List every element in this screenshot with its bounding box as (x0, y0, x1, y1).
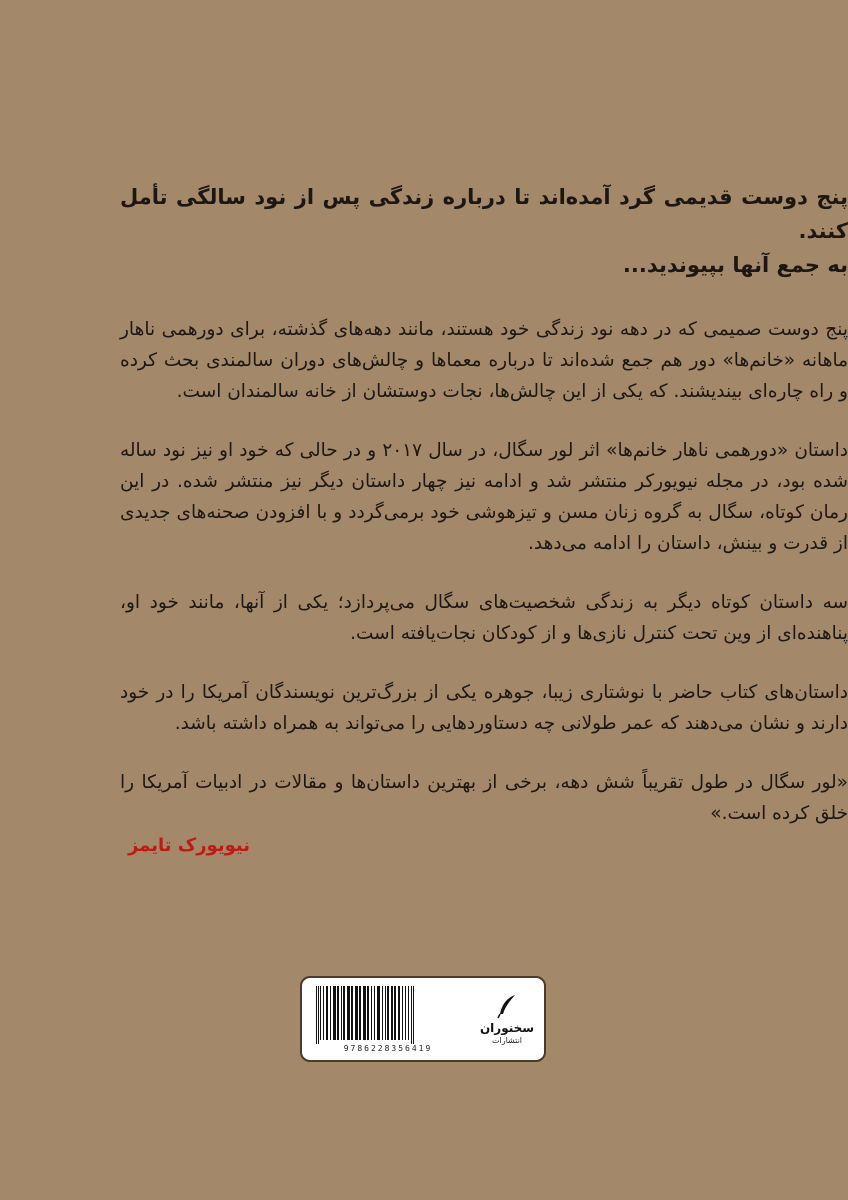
barcode-bar (363, 986, 366, 1040)
barcode-bar (333, 986, 336, 1040)
barcode-bar (316, 986, 317, 1044)
headline (120, 180, 848, 282)
barcode-bar (411, 986, 412, 1044)
barcode-bar (326, 986, 328, 1040)
barcode-bar (385, 986, 386, 1040)
barcode-bar (320, 986, 321, 1040)
paragraph-short-stories: سه داستان کوتاه دیگر به زندگی شخصیت‌های سگال می‌پردازد؛ یکی از آنها، مانند خود او، پناهنده‌ای از وین تحت کنترل نازی‌ها و از کودکان نجات‌یافته است. (120, 592, 848, 644)
paragraph-story: داستان «دورهمی ناهار خانم‌ها» اثر لور سگال، در سال ۲۰۱۷ و در حالی که خود او نیز نود ساله شده بود، در مجله نیویورکر منتشر شد و ادامه نیز چهار داستان دیگر نیز منتشر شده. در این رمان کوتاه، سگال به گروه زنان مسن و تیزهوشی خود برمی‌گردد و با افزودن صحنه‌های جدیدی از قدرت و بینش، داستان را ادامه می‌دهد. (120, 440, 848, 554)
barcode-bar (323, 986, 324, 1040)
barcode-bar (359, 986, 361, 1040)
barcode-bar (367, 986, 369, 1040)
publisher-subtitle: انتشارات (491, 1036, 523, 1045)
barcode-bars (314, 986, 462, 1044)
barcode-bar (371, 986, 372, 1040)
quill-icon (493, 992, 521, 1020)
barcode-bar (398, 986, 400, 1040)
paragraph-intro: پنج دوست صمیمی که در دهه نود زندگی خود هستند، مانند دهه‌های گذشته، برای دورهمی ناهار ماهانه «خانم‌ها» دور هم جمع شده‌اند تا درباره معماها و چالش‌های دوران سالمندی بحث کرده و راه چاره‌ای بیندیشند. که یکی از این چالش‌ها، نجات دوستشان از خانه سالمندان است. (120, 319, 848, 402)
barcode-bar (391, 986, 393, 1040)
barcode-bar (318, 986, 319, 1044)
barcode-bar (394, 986, 396, 1040)
publisher-logo (480, 988, 534, 1054)
barcode-bar (408, 986, 409, 1040)
barcode-bar (337, 986, 339, 1040)
headline-line-2: به جمع آنها بپیوندید... (622, 253, 848, 277)
quote-source: نیویورک تایمز (127, 835, 250, 856)
barcode-bar (347, 986, 350, 1040)
barcode-bar (351, 986, 353, 1040)
barcode-bar (341, 986, 342, 1040)
barcode-bar (402, 986, 403, 1040)
barcode-bar (405, 986, 406, 1040)
barcode-panel (300, 976, 546, 1062)
paragraph-summary: داستان‌های کتاب حاضر با نوشتاری زیبا، جوهره یکی از بزرگ‌ترین نویسندگان آمریکا را در خود دارند و نشان می‌دهند که عمر طولانی چه دستاوردهایی را می‌تواند به همراه داشته باشد. (120, 682, 848, 734)
headline-line-1: پنج دوست قدیمی گرد آمده‌اند تا درباره زندگی پس از نود سالگی تأمل کنند. (120, 185, 848, 243)
barcode-bar (343, 986, 345, 1040)
barcode-bar (374, 986, 375, 1040)
barcode-bar (382, 986, 383, 1040)
isbn-number: 9786228356419 (343, 1044, 433, 1053)
isbn-barcode (314, 986, 462, 1044)
barcode-bar (377, 986, 380, 1040)
back-cover-text (120, 180, 848, 857)
barcode-bar (413, 986, 414, 1044)
barcode-bar (387, 986, 389, 1040)
barcode-bar (330, 986, 331, 1040)
review-quote: «لور سگال در طول تقریباً شش دهه، برخی از بهترین داستان‌ها و مقالات در ادبیات آمریکا را خلق کرده است.» (120, 772, 848, 824)
barcode-bar (355, 986, 358, 1040)
publisher-name: سخنوران (479, 1021, 535, 1035)
